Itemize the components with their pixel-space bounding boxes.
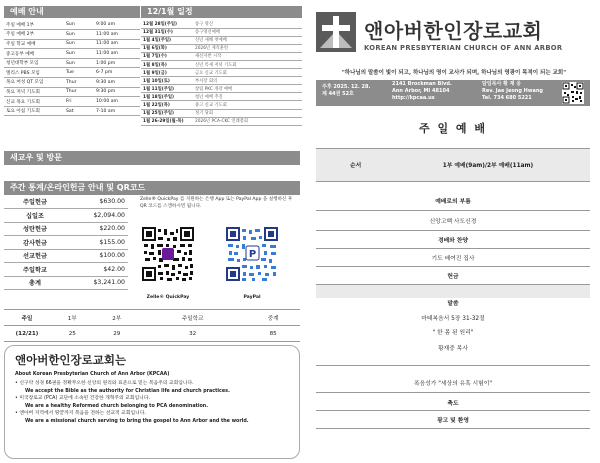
divider: [316, 410, 590, 411]
attendance-header: 2부: [95, 310, 140, 326]
schedule-row: [141, 28, 302, 36]
schedule-event: 중고 신교 기도회: [193, 101, 302, 109]
church-telephone: Tel. 734 680 5221: [482, 95, 532, 101]
worship-day: Sat: [64, 106, 94, 116]
worship-day: Fri: [64, 97, 94, 107]
offering-row: [4, 209, 128, 223]
schedule-date: 1월 8일(목): [141, 60, 193, 68]
schedule-event: 청년 예배 추진: [193, 93, 302, 101]
attendance-header-row: [4, 310, 300, 326]
worship-time: 11:00 am: [94, 49, 140, 59]
worship-time: 9:30 am: [94, 78, 140, 88]
offering-amount: $630.00: [66, 195, 128, 209]
worship-guide-title: 예배 안내: [10, 7, 44, 16]
worship-time: 10:00 am: [94, 97, 140, 107]
zelle-qr-code-icon: [140, 225, 196, 283]
schedule-row: [141, 109, 302, 117]
newcomer-header: [4, 151, 300, 165]
worship-time: 6-7 pm: [94, 68, 140, 78]
church-name-english: KOREAN PRESBYTERIAN CHURCH OF ANN ARBOR: [364, 44, 563, 52]
worship-time: 1:00 pm: [94, 58, 140, 68]
worship-time: 11:00 am: [94, 39, 140, 49]
offering-label: 십일조: [4, 209, 66, 223]
worship-name: 목요 저녁 기도회: [4, 87, 64, 97]
attendance-value: 32: [139, 326, 246, 342]
worship-name: 엘리스 PBS 모임: [4, 68, 64, 78]
offering-row: [4, 249, 128, 263]
worship-day: Tue: [64, 68, 94, 78]
order-item-sermon-title: " 한 몸 된 원리": [432, 330, 474, 336]
service-title: 주 일 예 배: [419, 122, 487, 135]
offering-amount: $155.00: [66, 236, 128, 250]
divider: [316, 210, 590, 211]
schedule-date: 12월 28일(주일): [141, 20, 193, 28]
about-subtitle: About Korean Presbyterian Church of Ann Arbor (KPCAA): [15, 372, 170, 377]
offering-amount: $100.00: [66, 249, 128, 263]
offering-row: [4, 263, 128, 277]
schedule-title: 12/1월 일정: [147, 7, 193, 16]
divider: [316, 284, 590, 285]
schedule-event: 창립 PKC 개강 예배: [193, 85, 302, 93]
order-item-scripture: 마태복음서 5장 31-32절: [421, 316, 485, 322]
attendance-table: [4, 309, 300, 342]
about-item-english: We are a healthy Reformed church belonging to PCA denomination.: [25, 403, 209, 409]
offering-row: [4, 222, 128, 236]
worship-time: 9:00 am: [94, 20, 140, 30]
offering-label: 감사헌금: [4, 236, 66, 250]
worship-name: 주일 예배 2부: [4, 30, 64, 40]
schedule-row: [141, 101, 302, 109]
worship-day: Thur: [64, 87, 94, 97]
church-motto: "하나님의 말씀이 빛이 되고, 하나님의 영이 교사가 되며, 하나님의 영광이 목적이 되는 교회": [341, 70, 567, 76]
schedule-row: [141, 52, 302, 60]
order-item-preacher: 황재중 목사: [438, 346, 468, 352]
church-info-bar: [316, 80, 590, 106]
about-item-english: We accept the Bible as the authority for Christian life and church practices.: [25, 388, 230, 394]
attendance-header: 중계: [246, 310, 300, 326]
order-shade: [316, 284, 590, 298]
worship-row: [4, 106, 140, 116]
schedule-row: [141, 44, 302, 52]
attendance-value: 85: [246, 326, 300, 342]
attendance-value-row: [4, 326, 300, 342]
zelle-instructions: Zelle® QuickPay 를 지원하는 은행 App 또는 PayPal App 을 실행하신 후 QR 코드를 스캔하시면 됩니다.: [140, 197, 293, 209]
schedule-date: 1월 9일(금): [141, 69, 193, 77]
worship-day: Sun: [64, 20, 94, 30]
order-label: 순서: [350, 163, 362, 169]
schedule-event: 부서장 회의: [193, 77, 302, 85]
svg-text:P: P: [248, 249, 257, 260]
worship-row: [4, 78, 140, 88]
order-item-offering: 헌금: [447, 274, 459, 280]
paypal-qr-code-icon: [224, 225, 280, 283]
schedule-event: 2026년 PCA-CKC 연례총회: [193, 117, 302, 125]
worship-row: [4, 39, 140, 49]
order-item-benediction: 축도: [447, 401, 459, 407]
schedule-date: 1월 10일(토): [141, 77, 193, 85]
schedule-date: 1월 7일(수): [141, 52, 193, 60]
divider: [316, 392, 590, 393]
worship-name: 주일 학교 예배: [4, 39, 64, 49]
order-item-hymn: 폭음성가 "세상의 유혹 시험이": [413, 381, 493, 387]
bulletin-date: 주후 2025. 12. 28.: [322, 84, 371, 90]
schedule-row: [141, 93, 302, 101]
worship-day: Sun: [64, 58, 94, 68]
about-church-box: [4, 345, 300, 459]
schedule-event: 새신자반 시작: [193, 52, 302, 60]
newcomer-title: 새교우 및 방문: [10, 153, 62, 162]
worship-row: [4, 20, 140, 30]
church-logo-icon: [316, 12, 356, 52]
order-times: 1부 예배(9am)/2부 예배(11am): [442, 163, 534, 169]
offering-amount: $3,241.00: [66, 276, 128, 290]
worship-day: Sun: [64, 30, 94, 40]
attendance-label: 주일: [4, 310, 50, 326]
schedule-header: [141, 6, 302, 18]
about-title: 앤아버한인장로교회는: [15, 353, 127, 367]
order-item-welcome: 광고 및 환영: [436, 418, 470, 424]
attendance-value: 25: [50, 326, 95, 342]
worship-day: Thur: [64, 78, 94, 88]
schedule-row: [141, 60, 302, 68]
address-line-1: 2141 Brockman Blvd.: [392, 81, 452, 87]
about-item-english: We are a missional church serving to bring the gospel to Ann Arbor and the world.: [25, 418, 249, 424]
worship-row: [4, 68, 140, 78]
worship-row: [4, 30, 140, 40]
paypal-qr-label: PayPal: [243, 295, 261, 300]
schedule-table: [141, 20, 302, 126]
schedule-row: [141, 20, 302, 28]
divider: [316, 181, 590, 182]
church-name-korean: 앤아버한인장로교회: [364, 19, 543, 43]
worship-time: 9:30 pm: [94, 87, 140, 97]
worship-time: 11:00 am: [94, 30, 140, 40]
about-items: [15, 380, 289, 425]
schedule-row: [141, 85, 302, 93]
worship-row: [4, 87, 140, 97]
schedule-date: 1월 4일(주일): [141, 36, 193, 44]
about-item-korean: • 미국장로교 (PCA) 교단에 소속된 건강한 개혁주의 교회입니다.: [15, 396, 150, 401]
worship-name: 중고등부 예배: [4, 49, 64, 59]
schedule-date: 12월 31일(수): [141, 28, 193, 36]
order-item-praise: 경배와 찬양: [437, 238, 469, 244]
offering-header: [4, 181, 300, 195]
worship-list-table: [4, 20, 140, 116]
church-qr-code-icon: [562, 82, 584, 104]
worship-name: 청년대학부 모임: [4, 58, 64, 68]
divider: [316, 428, 590, 429]
zelle-qr-label: Zelle® QuickPay: [146, 295, 190, 300]
pastor-english: Rev. Jae Jeong Hwang: [482, 88, 543, 94]
schedule-date: 1월 25일(주일): [141, 109, 193, 117]
worship-day: Sun: [64, 39, 94, 49]
about-item-korean: • 신구약 성경 66권을 정확무오한 신앙의 원리와 표준으로 믿는 복음주의 교회입니다.: [15, 381, 194, 386]
offering-table: [4, 195, 128, 290]
schedule-event: 정기 당회: [193, 109, 302, 117]
order-item-sermon: 말씀: [447, 301, 459, 307]
church-website: http://kpcaa.us: [392, 95, 435, 101]
divider: [316, 365, 590, 366]
schedule-row: [141, 77, 302, 85]
schedule-date: 1월 11일(주일): [141, 85, 193, 93]
worship-name: 토요 아침 기도회: [4, 106, 64, 116]
worship-row: [4, 58, 140, 68]
offering-amount: $220.00: [66, 222, 128, 236]
order-item-call: 예배로의 부름: [435, 199, 471, 205]
worship-row: [4, 49, 140, 59]
attendance-header: 1부: [50, 310, 95, 326]
pastor-korean: 담임목사 황 재 응: [482, 81, 522, 87]
schedule-row: [141, 36, 302, 44]
offering-row: [4, 236, 128, 250]
attendance-value: 29: [95, 326, 140, 342]
schedule-event: 금요 신교 기도회: [193, 69, 302, 77]
schedule-event: 2026년 제직훈련: [193, 44, 302, 52]
divider: [316, 248, 590, 249]
order-item-creed: 신앙고백 사도신경: [429, 219, 477, 225]
schedule-date: 1월 22일(목): [141, 101, 193, 109]
divider: [316, 230, 590, 231]
worship-guide-header: [4, 6, 140, 18]
address-line-2: Ann Arbor, MI 48104: [392, 88, 450, 94]
worship-name: 주일 예배 1부: [4, 20, 64, 30]
schedule-row: [141, 117, 302, 125]
schedule-date: 1월 6일(화): [141, 44, 193, 52]
offering-amount: $42.00: [66, 263, 128, 277]
offering-label: 선교헌금: [4, 249, 66, 263]
schedule-event: 신년 새해 첫예배: [193, 36, 302, 44]
offering-label: 성탄헌금: [4, 222, 66, 236]
offering-label: 주일학교: [4, 263, 66, 277]
schedule-event: 송구 영신: [193, 20, 302, 28]
schedule-event: 신년 특새 저녁 기도회: [193, 60, 302, 68]
offering-amount: $2,094.00: [66, 209, 128, 223]
worship-day: Sun: [64, 49, 94, 59]
worship-name: 신교 목요 기도회: [4, 97, 64, 107]
attendance-header: 주일학교: [139, 310, 246, 326]
attendance-date: (12/21): [4, 326, 50, 342]
bulletin-issue: 제 44권 52호: [322, 91, 354, 97]
worship-time: 7-10 am: [94, 106, 140, 116]
schedule-event: 송구영신예배: [193, 28, 302, 36]
offering-label: 총계: [4, 276, 66, 290]
divider: [316, 266, 590, 267]
about-item-korean: • 앤아버 지역에서 땅끝까지 복음을 전하는 선교적 교회입니다.: [15, 411, 146, 416]
offering-row: [4, 276, 128, 290]
offering-row: [4, 195, 128, 209]
offering-label: 주일헌금: [4, 195, 66, 209]
order-item-prayer: 기도 배여진 집사: [431, 256, 475, 262]
schedule-row: [141, 69, 302, 77]
offering-title: 주간 통계/온라인헌금 안내 및 QR코드: [10, 183, 146, 192]
schedule-date: 1월 18일(주일): [141, 93, 193, 101]
worship-row: [4, 97, 140, 107]
schedule-date: 1월 26-29일(월-목): [141, 117, 193, 125]
worship-name: 목요 여성 QT 모임: [4, 78, 64, 88]
